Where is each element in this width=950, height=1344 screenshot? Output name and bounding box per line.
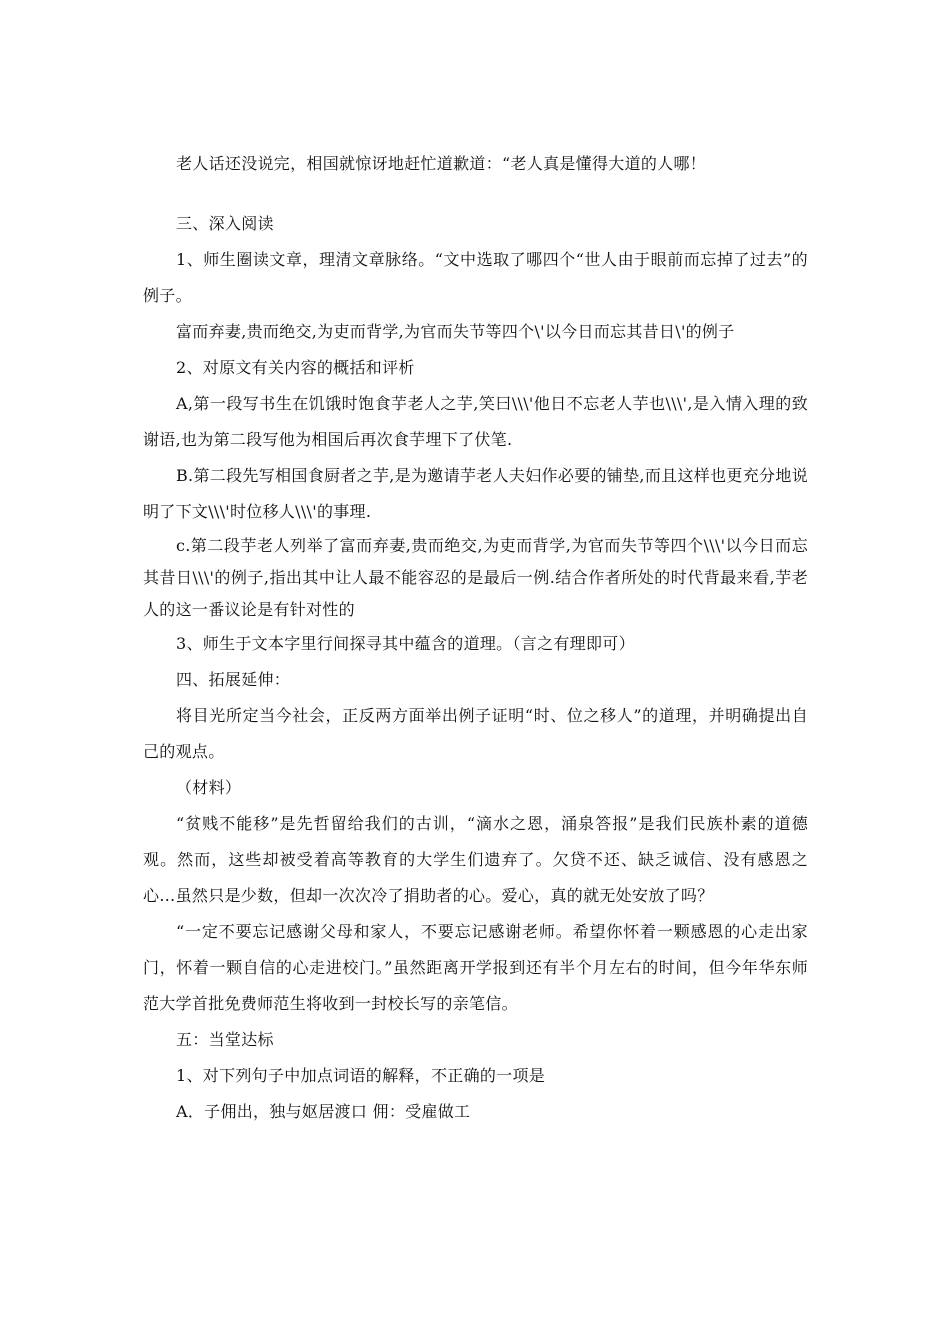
paragraph-answer-a: A．子佣出，独与妪居渡口 佣：受雇做工 [176,1102,471,1121]
paragraph-intro: 老人话还没说完，相国就惊讶地赶忙道歉道：“老人真是懂得大道的人哪！ [176,154,707,173]
paragraph-item-3: 3、师生于文本字里行间探寻其中蕴含的道理。（言之有理即可） [176,634,635,653]
paragraph-option-c: c.第二段芋老人列举了富而弃妻,贵而绝交,为吏而背学,为官而失节等四个\\\'以今日而忘其昔日\\\'的例子,指出其中让人最不能容忍的是最后一例.结合作者所处的时代背最来看,芋老人的这一番议论是有针对性的 [143,536,808,619]
paragraph-material-label: （材料） [176,778,242,797]
paragraph-material-1: “贫贱不能移”是先哲留给我们的古训，“滴水之恩，涌泉答报”是我们民族朴素的道德观。然而，这些却被受着高等教育的大学生们遗弃了。欠贷不还、缺乏诚信、没有感恩之心…虽然只是少数，但却一次次冷了捐助者的心。爱心，真的就无处安放了吗？ [143,814,808,905]
paragraph-material-2: “一定不要忘记感谢父母和家人，不要忘记感谢老师。希望你怀着一颗感恩的心走出家门，怀着一颗自信的心走进校门。”虽然距离开学报到还有半个月左右的时间，但今年华东师范大学首批免费师范生将收到一封校长写的亲笔信。 [143,922,808,1013]
paragraph-option-a: A,第一段写书生在饥饿时饱食芋老人之芋,笑曰\\\'他日不忘老人芋也\\\',是入情入理的致谢语,也为第二段写他为相国后再次食芋埋下了伏笔. [143,394,808,449]
paragraph-examples: 富而弃妻,贵而绝交,为吏而背学,为官而失节等四个\'以今日而忘其昔日\'的例子 [176,322,735,341]
section-heading-extension: 四、拓展延伸： [176,670,291,689]
spacer [143,182,808,206]
paragraph-option-b: B.第二段先写相国食厨者之芋,是为邀请芋老人夫妇作必要的铺垫,而且这样也更充分地说明了下文\\\'时位移人\\\'的事理. [143,466,808,521]
paragraph-item-2: 2、对原文有关内容的概括和评析 [176,358,415,377]
paragraph-question-1: 1、对下列句子中加点词语的解释，不正确的一项是 [176,1066,546,1085]
paragraph-item-1: 1、师生圈读文章，理清文章脉络。“文中选取了哪四个“世人由于眼前而忘掉了过去”的例子。 [143,250,808,305]
section-heading-deep-reading: 三、深入阅读 [176,214,274,233]
document-body [143,146,808,1130]
paragraph-extension-task: 将目光所定当今社会，正反两方面举出例子证明“时、位之移人”的道理，并明确提出自己的观点。 [143,706,808,761]
section-heading-practice: 五：当堂达标 [176,1030,274,1049]
